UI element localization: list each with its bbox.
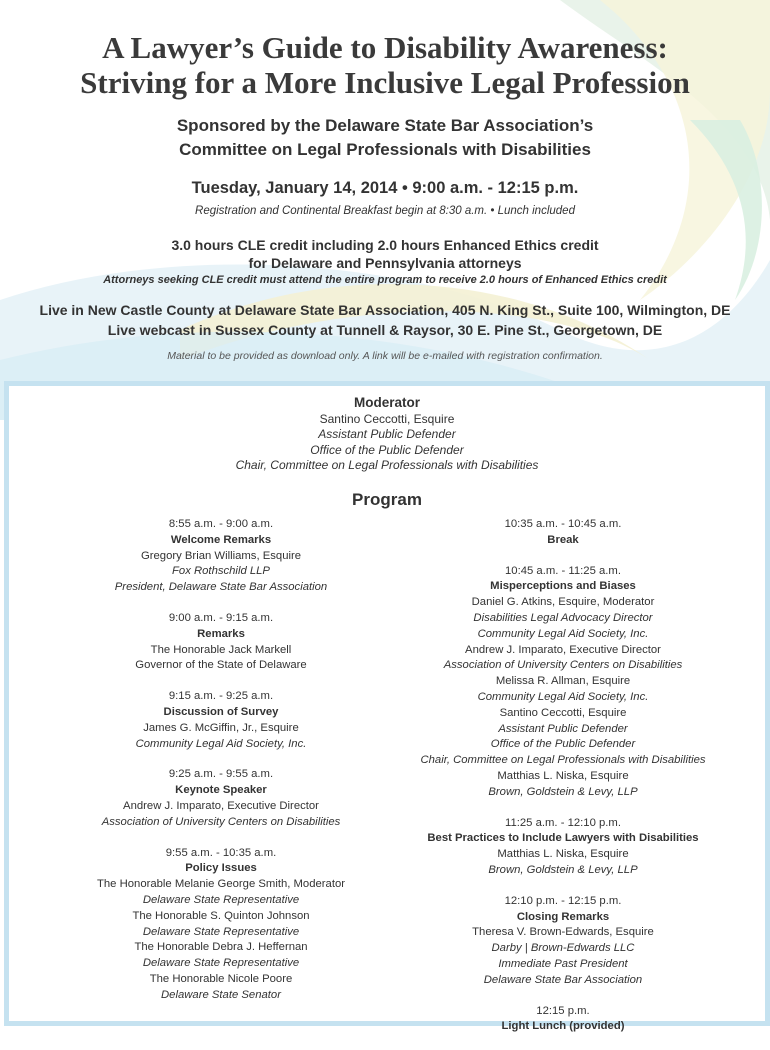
program-session <box>61 767 381 830</box>
session-title: Remarks <box>197 627 245 640</box>
session-time: 9:15 a.m. - 9:25 a.m. <box>168 690 274 703</box>
session-speaker-line: James G. McGiffin, Jr., Esquire <box>143 721 299 734</box>
session-time: 9:25 a.m. - 9:55 a.m. <box>168 768 274 781</box>
session-speaker-line: Community Legal Aid Society, Inc. <box>135 737 307 750</box>
moderator-role: Chair, Committee on Legal Professionals with Disabilities <box>235 458 539 472</box>
venue-block <box>0 300 770 340</box>
session-speaker-line: Delaware State Representative <box>142 957 300 970</box>
session-speaker-line: Fox Rothschild LLP <box>172 565 270 578</box>
program-session <box>61 846 381 1004</box>
program-column-right <box>381 517 745 1050</box>
session-speaker-line: Darby | Brown-Edwards LLC <box>491 942 635 955</box>
session-speaker-line: Andrew J. Imparato, Executive Director <box>123 799 319 812</box>
session-title: Policy Issues <box>185 862 257 875</box>
session-speaker-line: Matthias L. Niska, Esquire <box>497 848 629 861</box>
title-line-1: A Lawyer’s Guide to Disability Awareness: <box>102 30 668 65</box>
cle-line-2: for Delaware and Pennsylvania attorneys <box>248 255 522 271</box>
session-speaker-line: Andrew J. Imparato, Executive Director <box>465 643 661 656</box>
session-time: 10:45 a.m. - 11:25 a.m. <box>505 564 621 577</box>
moderator-block <box>9 395 765 474</box>
session-time: 8:55 a.m. - 9:00 a.m. <box>168 518 274 530</box>
session-speaker-line: Association of University Centers on Disabilities <box>443 659 683 672</box>
venue-line-1: Live in New Castle County at Delaware State Bar Association, 405 N. King St., Suite 100, Wilmington, DE <box>39 302 731 318</box>
cle-attendance-note: Attorneys seeking CLE credit must attend the entire program to receive 2.0 hours of Enhanced Ethics credit <box>103 274 667 286</box>
session-speaker-line: Brown, Goldstein & Levy, LLP <box>488 863 638 876</box>
material-note: Material to be provided as download only. A link will be e-mailed with registration confirmation. <box>167 350 603 362</box>
session-speaker-line: The Honorable S. Quinton Johnson <box>132 909 310 922</box>
session-speaker-line: Santino Ceccotti, Esquire <box>499 706 627 719</box>
program-session <box>381 894 745 989</box>
program-session <box>61 611 381 674</box>
session-speaker-line: Matthias L. Niska, Esquire <box>497 769 629 782</box>
session-speaker-line: Theresa V. Brown-Edwards, Esquire <box>472 926 654 939</box>
session-time: 9:00 a.m. - 9:15 a.m. <box>168 611 274 624</box>
session-title: Closing Remarks <box>516 910 610 923</box>
session-time: 9:55 a.m. - 10:35 a.m. <box>165 846 277 859</box>
session-title: Welcome Remarks <box>170 533 272 546</box>
session-title: Keynote Speaker <box>175 784 267 797</box>
sponsor-line-2: Committee on Legal Professionals with Disabilities <box>179 140 591 159</box>
session-speaker-line: The Honorable Jack Markell <box>150 643 292 656</box>
header-section <box>0 0 770 362</box>
session-speaker-line: Delaware State Representative <box>142 925 300 938</box>
program-session <box>61 689 381 752</box>
session-speaker-line: Delaware State Bar Association <box>483 973 643 986</box>
session-speaker-line: The Honorable Nicole Poore <box>149 972 293 985</box>
event-date: Tuesday, January 14, 2014 • 9:00 a.m. - 12:15 p.m. <box>191 179 579 197</box>
session-speaker-line: Daniel G. Atkins, Esquire, Moderator <box>471 596 655 609</box>
session-speaker-line: President, Delaware State Bar Association <box>114 581 328 594</box>
session-speaker-line: Chair, Committee on Legal Professionals with Disabilities <box>420 754 706 767</box>
moderator-role: Assistant Public Defender <box>318 427 456 441</box>
session-speaker-line: Office of the Public Defender <box>490 738 636 751</box>
program-column-left <box>61 517 381 1019</box>
program-heading: Program <box>352 490 422 509</box>
session-speaker-line: Assistant Public Defender <box>498 722 628 735</box>
moderator-name: Santino Ceccotti, Esquire <box>319 411 455 426</box>
document-title <box>0 0 770 100</box>
program-session <box>381 564 745 801</box>
moderator-role: Office of the Public Defender <box>310 442 464 457</box>
sponsor-block <box>0 114 770 162</box>
program-box <box>4 381 770 1033</box>
moderator-heading: Moderator <box>353 395 420 410</box>
program-session <box>381 517 745 549</box>
session-speaker-line: Community Legal Aid Society, Inc. <box>477 627 649 640</box>
session-speaker-line: Gregory Brian Williams, Esquire <box>140 549 302 562</box>
cle-credit-block <box>0 236 770 272</box>
session-title: Discussion of Survey <box>163 705 279 718</box>
session-time: 12:15 p.m. <box>536 1004 590 1017</box>
session-speaker-line: Melissa R. Allman, Esquire <box>495 675 631 688</box>
cle-line-1: 3.0 hours CLE credit including 2.0 hours Enhanced Ethics credit <box>171 237 599 253</box>
session-speaker-line: The Honorable Debra J. Heffernan <box>134 941 308 954</box>
session-speaker-line: Delaware State Senator <box>161 988 281 1001</box>
session-speaker-line: Brown, Goldstein & Levy, LLP <box>488 785 638 798</box>
session-time: 11:25 a.m. - 12:10 p.m. <box>505 816 621 829</box>
session-speaker-line: Governor of the State of Delaware <box>135 659 307 672</box>
program-session <box>381 816 745 879</box>
session-speaker-line: The Honorable Melanie George Smith, Moderator <box>96 878 346 891</box>
session-title: Light Lunch (provided) <box>501 1020 625 1033</box>
registration-note: Registration and Continental Breakfast begin at 8:30 a.m. • Lunch included <box>195 205 575 217</box>
session-title: Best Practices to Include Lawyers with Disabilities <box>427 832 699 845</box>
program-session <box>61 517 381 596</box>
session-speaker-line: Association of University Centers on Disabilities <box>101 815 341 828</box>
session-speaker-line: Disabilities Legal Advocacy Director <box>473 611 653 624</box>
title-line-2: Striving for a More Inclusive Legal Profession <box>80 65 690 100</box>
session-title: Misperceptions and Biases <box>490 580 636 593</box>
session-speaker-line: Community Legal Aid Society, Inc. <box>477 690 649 703</box>
session-title: Break <box>547 533 579 546</box>
program-session <box>381 1004 745 1036</box>
session-speaker-line: Immediate Past President <box>498 957 628 970</box>
session-speaker-line: Delaware State Representative <box>142 893 300 906</box>
session-time: 10:35 a.m. - 10:45 a.m. <box>504 518 622 530</box>
sponsor-line-1: Sponsored by the Delaware State Bar Association’s <box>176 116 594 135</box>
session-time: 12:10 p.m. - 12:15 p.m. <box>504 894 622 907</box>
venue-line-2: Live webcast in Sussex County at Tunnell & Raysor, 30 E. Pine St., Georgetown, DE <box>107 322 663 338</box>
